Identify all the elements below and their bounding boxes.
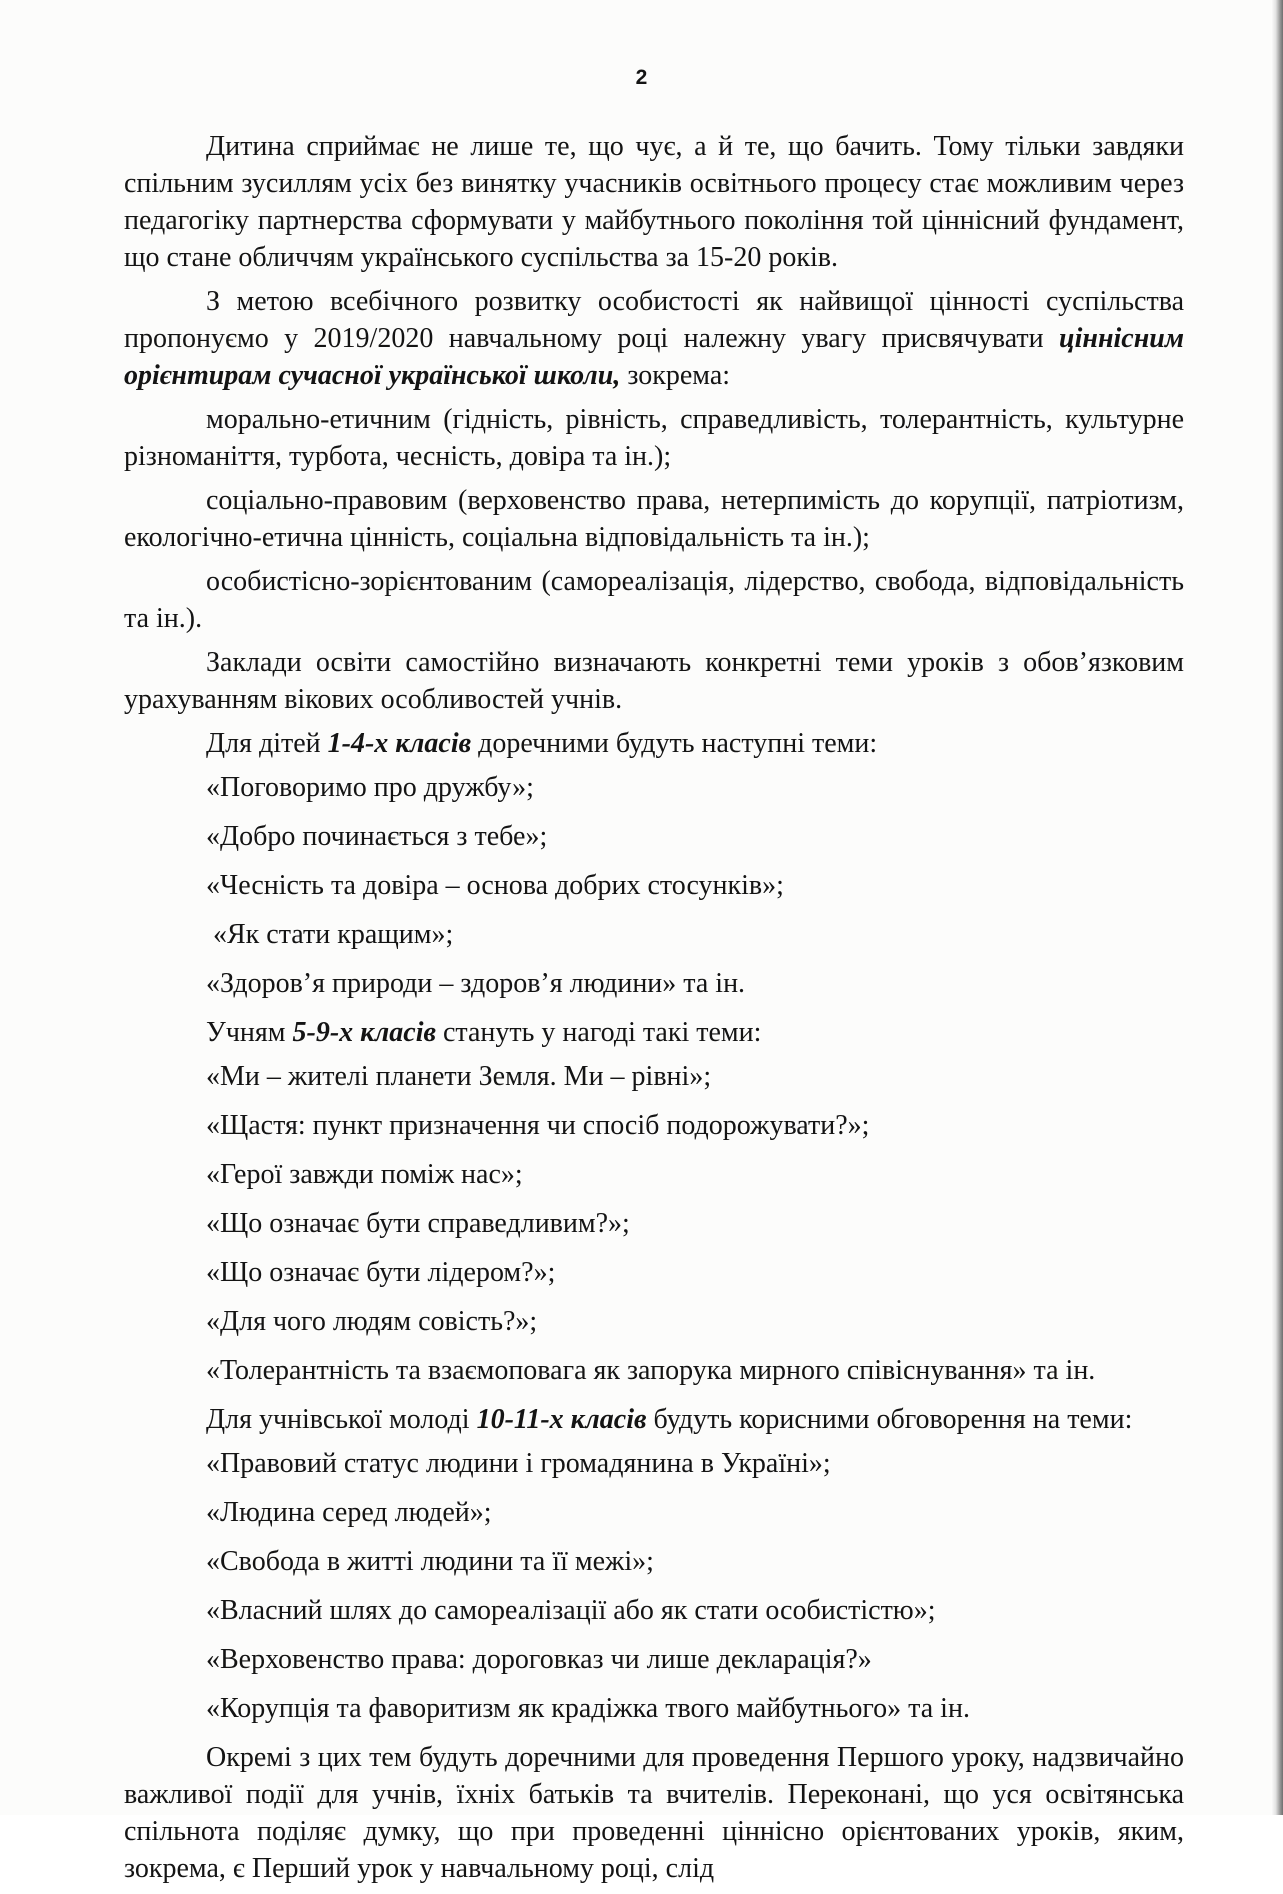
topic-item: «Щастя: пункт призначення чи спосіб подорожувати?»; xyxy=(206,1110,870,1141)
topic-item: «Ми – жителі планети Земля. Ми – рівні»; xyxy=(206,1061,712,1092)
grades-5-9-heading: Учням 5-9-х класів стануть у нагоді такі теми: xyxy=(206,1017,762,1048)
values-emphasis: ціннісним орієнтирам сучасної української школи, xyxy=(124,323,1184,391)
page-number: 2 xyxy=(635,66,648,89)
values-paragraph: З метою всебічного розвитку особистості як найвищої цінності суспільства пропонуємо у 2019/2020 навчальному році належну увагу присвячувати ціннісним орієнтирам сучасної української школи, зокрема: xyxy=(124,286,1184,391)
topic-item: «Для чого людям совість?»; xyxy=(206,1306,538,1337)
topic-item: «Герої завжди поміж нас»; xyxy=(206,1159,523,1190)
topic-item: «Що означає бути справедливим?»; xyxy=(206,1208,630,1239)
intro-paragraph: Дитина сприймає не лише те, що чує, а й те, що бачить. Тому тільки завдяки спільним зусиллям усіх без винятку учасників освітнього процесу стає можливим через педагогіку партнерства сформувати у майбутнього покоління той ціннісний фундамент, що стане обличчям українського суспільства за 15-20 років. xyxy=(124,131,1184,273)
social-legal-values: соціально-правовим (верховенство права, нетерпимість до корупції, патріотизм, екологічно-етична цінність, соціальна відповідальність та ін.); xyxy=(124,485,1184,553)
topic-item: «Свобода в житті людини та її межі»; xyxy=(206,1546,654,1577)
scan-edge-shadow xyxy=(1271,0,1283,1815)
topic-item: «Здоров’я природи – здоров’я людини» та ін. xyxy=(206,968,746,999)
topic-item: «Власний шлях до самореалізації або як стати особистістю»; xyxy=(206,1595,936,1626)
topic-item: «Правовий статус людини і громадянина в Україні»; xyxy=(206,1448,831,1479)
topic-item: «Верховенство права: дороговказ чи лише декларація?» xyxy=(206,1644,872,1675)
topic-item: «Людина серед людей»; xyxy=(206,1497,492,1528)
topic-item: «Чесність та довіра – основа добрих стосунків»; xyxy=(206,870,784,901)
topic-item: «Толерантність та взаємоповага як запорука мирного співіснування» та ін. xyxy=(206,1355,1096,1386)
schools-paragraph: Заклади освіти самостійно визначають конкретні теми уроків з обов’язковим урахуванням вікових особливостей учнів. xyxy=(124,647,1184,715)
grades-1-4-heading: Для дітей 1-4-х класів доречними будуть наступні теми: xyxy=(206,728,878,759)
topic-item: «Поговоримо про дружбу»; xyxy=(206,772,534,803)
moral-ethical-values: морально-етичним (гідність, рівність, справедливість, толерантність, культурне різноманіття, турбота, чесність, довіра та ін.); xyxy=(124,404,1184,472)
document-body xyxy=(124,128,1184,1894)
grades-10-11-heading: Для учнівської молоді 10-11-х класів будуть корисними обговорення на теми: xyxy=(206,1404,1133,1435)
topic-item: «Добро починається з тебе»; xyxy=(206,821,548,852)
topic-item: «Що означає бути лідером?»; xyxy=(206,1257,556,1288)
topic-item: «Корупція та фаворитизм як крадіжка твого майбутнього» та ін. xyxy=(206,1693,970,1724)
personal-values: особистісно-зорієнтованим (самореалізація, лідерство, свобода, відповідальність та ін.). xyxy=(124,566,1184,634)
closing-paragraph: Окремі з цих тем будуть доречними для проведення Першого уроку, надзвичайно важливої події для учнів, їхніх батьків та вчителів. Переконані, що уся освітянська спільнота поділяє думку, що при проведенні ціннісно орієнтованих уроків, яким, зокрема, є Перший урок у навчальному році, слід xyxy=(124,1742,1184,1884)
topic-item: «Як стати кращим»; xyxy=(206,919,454,950)
